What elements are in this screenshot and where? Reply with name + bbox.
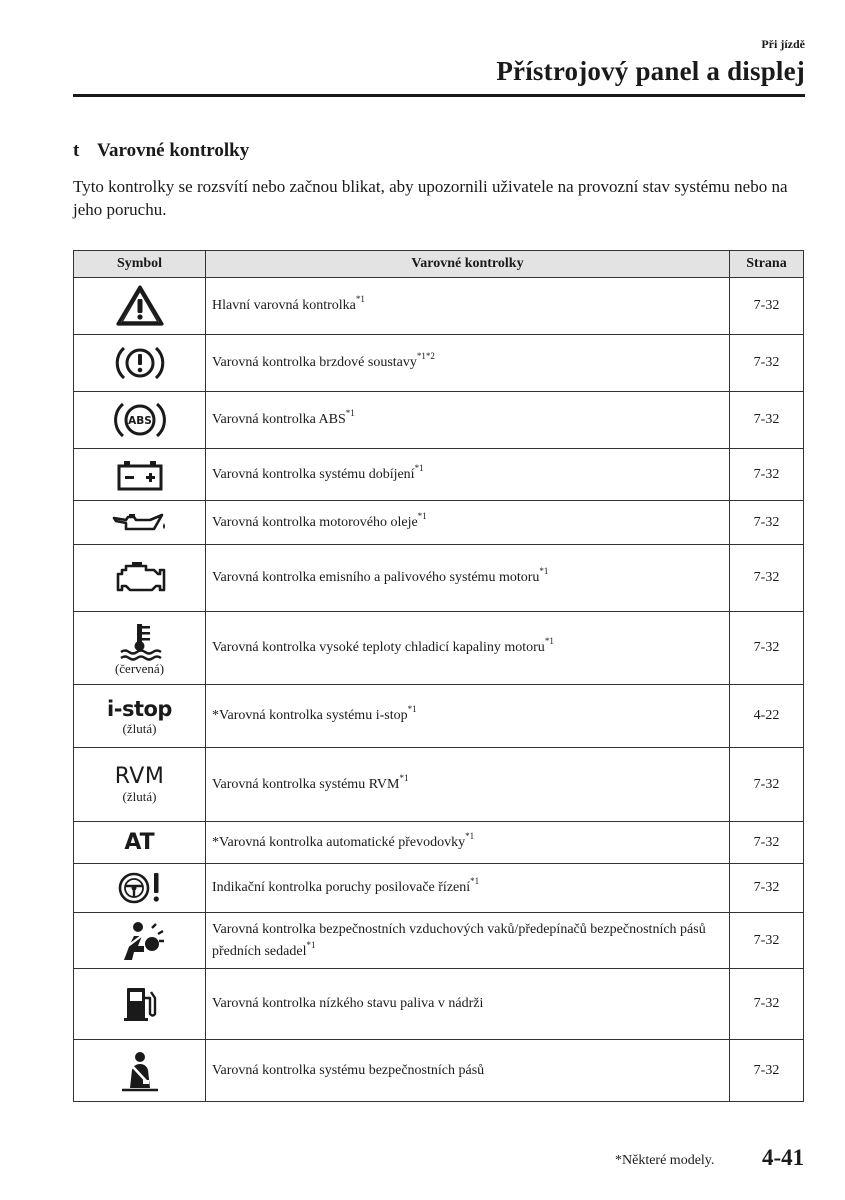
table-header-row	[74, 251, 804, 278]
page-cell: 7-32	[730, 969, 804, 1040]
symbol-cell	[74, 612, 206, 685]
table-row	[74, 748, 804, 822]
header-description: Varovné kontrolky	[206, 251, 730, 278]
abs-icon-label: ABS	[127, 415, 152, 427]
footnote-ref: *1	[465, 830, 475, 841]
master-warning-triangle-icon	[115, 284, 165, 328]
page-cell: 7-32	[730, 913, 804, 969]
footnote-ref: *1	[355, 294, 365, 305]
section-heading-text: Varovné kontrolky	[97, 140, 250, 161]
page-cell: 7-32	[730, 748, 804, 822]
check-engine-icon	[110, 559, 170, 597]
description-cell: Varovná kontrolka brzdové soustavy$^{*1*2}$	[206, 335, 730, 392]
oil-can-icon	[110, 509, 170, 537]
symbol-cell	[74, 392, 206, 449]
description-cell: Varovná kontrolka motorového oleje$^{*1}$	[206, 501, 730, 545]
page-cell: 7-32	[730, 392, 804, 449]
description-cell: Varovná kontrolka systému dobíjení$^{*1}$	[206, 449, 730, 501]
page-cell: 4-22	[730, 685, 804, 748]
footnote-ref: *1*2	[416, 351, 435, 362]
table-row	[74, 392, 804, 449]
description-cell: Varovná kontrolka nízkého stavu paliva v nádrži	[206, 969, 730, 1040]
footnote-ref: *1	[417, 510, 427, 521]
page-cell: 7-32	[730, 501, 804, 545]
footnote: *Některé modely.	[615, 1153, 715, 1168]
table-row	[74, 449, 804, 501]
table-row	[74, 278, 804, 335]
description-cell: Varovná kontrolka vysoké teploty chladicí kapaliny motoru$^{*1}$	[206, 612, 730, 685]
description-cell: Hlavní varovná kontrolka$^{*1}$	[206, 278, 730, 335]
page-number: 4-41	[762, 1145, 805, 1170]
page-cell: 7-32	[730, 278, 804, 335]
brake-system-warning-icon	[113, 342, 167, 384]
i-stop-text-icon: i-stop	[107, 696, 172, 721]
symbol-cell	[74, 449, 206, 501]
footnote-ref: *1	[345, 408, 355, 419]
power-steering-icon	[114, 869, 166, 907]
symbol-cell	[74, 545, 206, 612]
table-row	[74, 969, 804, 1040]
symbol-cell	[74, 278, 206, 335]
footnote-ref: *1	[539, 566, 549, 577]
page-cell: 7-32	[730, 612, 804, 685]
symbol-cell	[74, 1040, 206, 1102]
table-row	[74, 822, 804, 864]
table-row	[74, 335, 804, 392]
symbol-color-note: (žlutá)	[122, 720, 157, 736]
table-row	[74, 685, 804, 748]
table-row	[74, 545, 804, 612]
coolant-temperature-icon	[115, 621, 165, 661]
symbol-color-note: (červená)	[114, 660, 165, 676]
table-row	[74, 501, 804, 545]
symbol-cell	[74, 822, 206, 864]
symbol-color-note: (žlutá)	[122, 789, 157, 804]
footnote-ref: *1	[407, 704, 417, 715]
table-row	[74, 913, 804, 969]
header-symbol: Symbol	[74, 251, 206, 278]
page-title: Přístrojový panel a displej	[496, 56, 805, 86]
footnote-ref: *1	[470, 876, 480, 887]
description-cell: *Varovná kontrolka automatické převodovky$^{*1}$	[206, 822, 730, 864]
table-row	[74, 864, 804, 913]
description-cell: Indikační kontrolka poruchy posilovače řízení$^{*1}$	[206, 864, 730, 913]
symbol-cell	[74, 748, 206, 822]
title-rule	[73, 94, 805, 97]
section-marker: t	[73, 140, 80, 161]
low-fuel-icon	[120, 984, 160, 1024]
symbol-cell	[74, 501, 206, 545]
table-row	[74, 1040, 804, 1102]
description-cell: Varovná kontrolka ABS$^{*1}$	[206, 392, 730, 449]
description-cell: Varovná kontrolka bezpečnostních vzduchových vaků/předepínačů bezpečnostních pásů předních sedadel$^{*1}$	[206, 913, 730, 969]
footnote-ref: *1	[306, 939, 316, 950]
at-text-icon: AT	[124, 829, 155, 855]
symbol-cell	[74, 864, 206, 913]
symbol-cell	[74, 335, 206, 392]
page-cell: 7-32	[730, 335, 804, 392]
abs-warning-icon	[113, 399, 167, 441]
page-cell: 7-32	[730, 864, 804, 913]
table-row	[74, 612, 804, 685]
page-cell: 7-32	[730, 822, 804, 864]
section-heading	[73, 140, 249, 162]
page-cell: 7-32	[730, 545, 804, 612]
description-cell: Varovná kontrolka systému RVM$^{*1}$	[206, 748, 730, 822]
symbol-cell	[74, 969, 206, 1040]
footnote-ref: *1	[544, 636, 554, 647]
airbag-icon	[114, 920, 166, 962]
intro-paragraph: Tyto kontrolky se rozsvítí nebo začnou blikat, aby upozornili uživatele na provozní stav systému nebo na jeho poruchu.	[73, 177, 788, 219]
footnote-ref: *1	[399, 772, 409, 783]
symbol-cell	[74, 685, 206, 748]
footnote-ref: *1	[414, 462, 424, 473]
page-cell: 7-32	[730, 1040, 804, 1102]
header-page: Strana	[730, 251, 804, 278]
description-cell: Varovná kontrolka emisního a palivového systému motoru$^{*1}$	[206, 545, 730, 612]
warning-lights-table	[73, 250, 804, 1102]
description-cell: Varovná kontrolka systému bezpečnostních pásů	[206, 1040, 730, 1102]
symbol-cell	[74, 913, 206, 969]
rvm-text-icon: RVM	[114, 764, 165, 789]
description-cell: *Varovná kontrolka systému i-stop$^{*1}$	[206, 685, 730, 748]
section-label: Při jízdě	[761, 37, 805, 51]
battery-charging-icon	[115, 457, 165, 493]
seat-belt-icon	[118, 1050, 162, 1092]
page-cell: 7-32	[730, 449, 804, 501]
